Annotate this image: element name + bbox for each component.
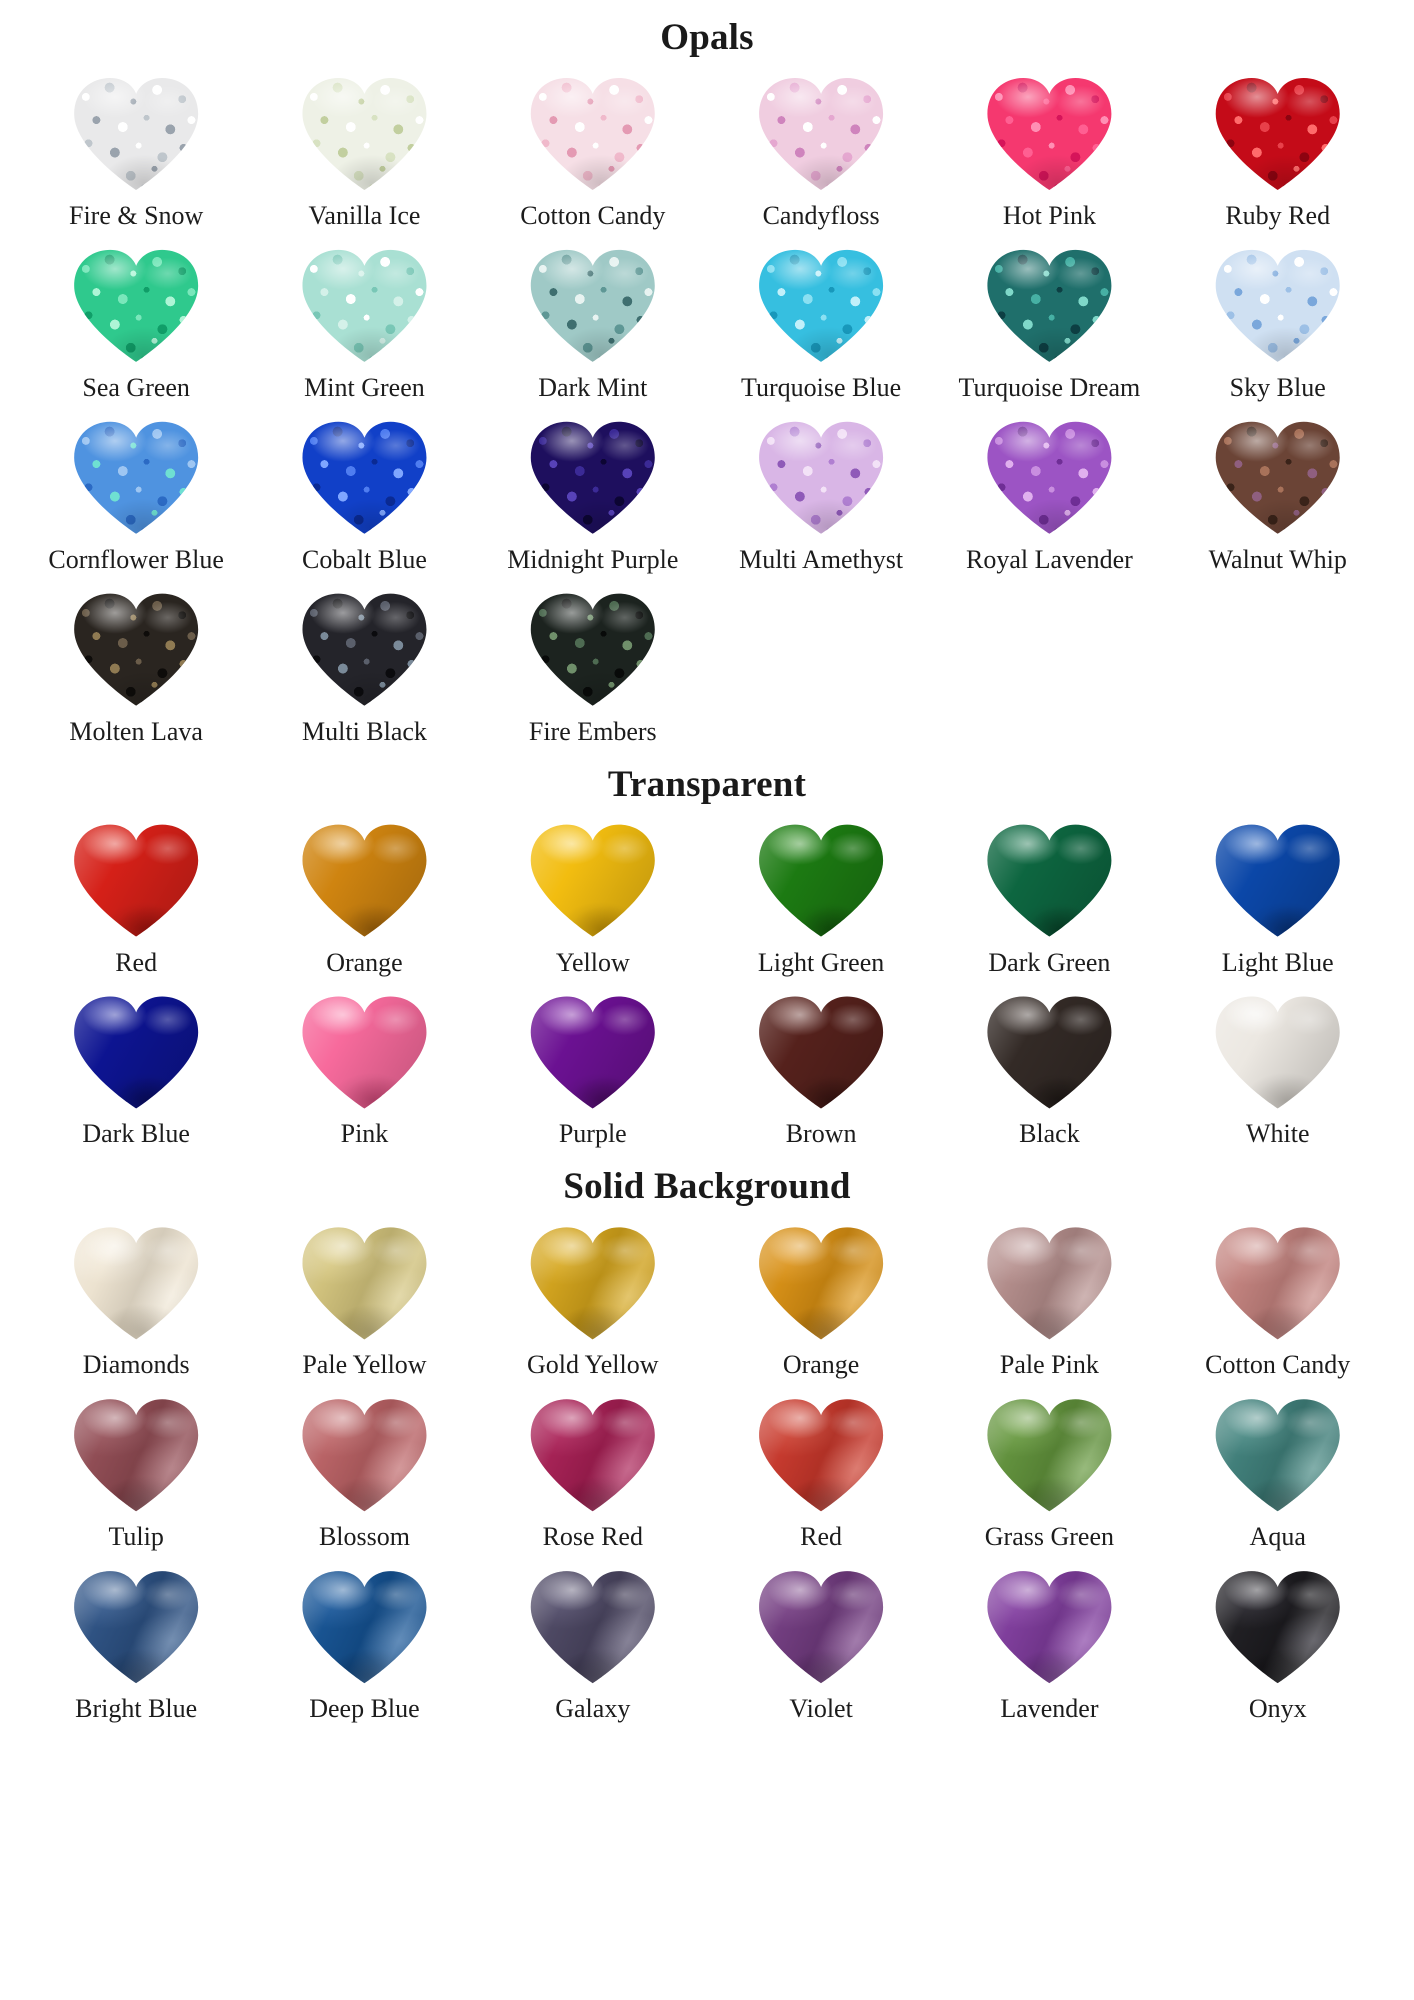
colour-swatch[interactable] — [479, 812, 707, 984]
colour-swatch[interactable] — [479, 409, 707, 581]
heart-icon — [294, 419, 434, 537]
heart-shape — [1212, 76, 1344, 192]
colour-label: Deep Blue — [309, 1694, 420, 1724]
heart-icon — [66, 993, 206, 1111]
colour-swatch[interactable] — [479, 581, 707, 753]
heart-shape — [527, 994, 659, 1110]
heart-shape — [983, 994, 1115, 1110]
colour-swatch[interactable] — [479, 237, 707, 409]
heart-shape — [70, 1225, 202, 1341]
heart-gloss — [527, 823, 659, 939]
heart-gloss — [983, 994, 1115, 1110]
heart-gloss — [755, 1225, 887, 1341]
colour-label: Purple — [558, 1119, 627, 1149]
swatch-grid-opals-3 — [22, 409, 1392, 581]
colour-label: Multi Black — [302, 716, 427, 746]
heart-gloss — [983, 1397, 1115, 1513]
colour-swatch[interactable] — [707, 812, 935, 984]
heart-gloss — [983, 823, 1115, 939]
colour-swatch[interactable] — [22, 65, 250, 237]
section-title-opals: Opals — [660, 17, 754, 58]
heart-icon — [294, 1396, 434, 1514]
heart-icon — [979, 993, 1119, 1111]
heart-icon — [294, 247, 434, 365]
colour-swatch[interactable] — [1164, 1558, 1392, 1730]
colour-label: Pink — [340, 1119, 389, 1149]
heart-gloss — [755, 994, 887, 1110]
colour-swatch[interactable] — [250, 1386, 478, 1558]
heart-icon — [523, 1396, 663, 1514]
colour-label: Gold Yellow — [527, 1350, 659, 1380]
heart-shape — [983, 248, 1115, 364]
heart-gloss — [298, 592, 430, 708]
heart-gloss — [1212, 994, 1344, 1110]
heart-gloss — [70, 994, 202, 1110]
heart-icon — [294, 822, 434, 940]
swatch-grid-solid-background-2 — [22, 1386, 1392, 1558]
heart-shape — [70, 1397, 202, 1513]
colour-swatch[interactable] — [22, 1386, 250, 1558]
heart-gloss — [983, 248, 1115, 364]
heart-shape — [755, 1225, 887, 1341]
heart-shape — [298, 1225, 430, 1341]
heart-shape — [983, 823, 1115, 939]
heart-icon — [523, 1568, 663, 1686]
heart-gloss — [983, 420, 1115, 536]
colour-label: Rose Red — [542, 1522, 643, 1552]
colour-swatch[interactable] — [707, 409, 935, 581]
colour-label: Yellow — [555, 947, 630, 977]
colour-swatch[interactable] — [22, 581, 250, 753]
heart-icon — [979, 1568, 1119, 1686]
swatch-grid-solid-background — [22, 1214, 1392, 1386]
colour-swatch[interactable] — [250, 1214, 478, 1386]
heart-icon — [66, 1568, 206, 1686]
colour-swatch[interactable] — [479, 1386, 707, 1558]
heart-shape — [298, 1397, 430, 1513]
colour-label: Sea Green — [82, 372, 190, 402]
heart-shape — [527, 76, 659, 192]
heart-icon — [751, 247, 891, 365]
sections-container — [22, 0, 1392, 1730]
heart-gloss — [527, 1225, 659, 1341]
heart-shape — [755, 823, 887, 939]
heart-icon — [523, 75, 663, 193]
colour-label: Turquoise Blue — [741, 372, 902, 402]
heart-icon — [751, 1224, 891, 1342]
heart-gloss — [1212, 248, 1344, 364]
swatch-grid-opals-2 — [22, 237, 1392, 409]
heart-icon — [751, 822, 891, 940]
heart-gloss — [527, 248, 659, 364]
heart-shape — [983, 420, 1115, 536]
colour-label: Orange — [782, 1350, 860, 1380]
heart-shape — [755, 994, 887, 1110]
heart-icon — [523, 1224, 663, 1342]
colour-swatch[interactable] — [250, 812, 478, 984]
heart-icon — [66, 1224, 206, 1342]
heart-icon — [66, 419, 206, 537]
heart-shape — [1212, 248, 1344, 364]
heart-shape — [1212, 1225, 1344, 1341]
heart-icon — [979, 247, 1119, 365]
heart-shape — [298, 76, 430, 192]
colour-label: Onyx — [1248, 1694, 1307, 1724]
heart-gloss — [298, 1397, 430, 1513]
swatch-grid-transparent — [22, 812, 1392, 984]
heart-shape — [298, 248, 430, 364]
colour-label: Lavender — [1000, 1694, 1099, 1724]
heart-gloss — [298, 1225, 430, 1341]
heart-icon — [1208, 247, 1348, 365]
heart-icon — [66, 75, 206, 193]
colour-swatch[interactable] — [935, 1214, 1163, 1386]
colour-swatch[interactable] — [479, 65, 707, 237]
heart-icon — [66, 1396, 206, 1514]
colour-swatch[interactable] — [22, 983, 250, 1155]
colour-label: Pale Yellow — [302, 1350, 427, 1380]
colour-label: Tulip — [108, 1522, 164, 1552]
colour-label: Pale Pink — [999, 1350, 1099, 1380]
colour-label: Fire Embers — [528, 716, 657, 746]
colour-swatch[interactable] — [707, 237, 935, 409]
heart-icon — [979, 1396, 1119, 1514]
heart-gloss — [755, 76, 887, 192]
heart-shape — [527, 1225, 659, 1341]
heart-gloss — [70, 823, 202, 939]
heart-shape — [298, 1569, 430, 1685]
colour-label: Turquoise Dream — [958, 372, 1141, 402]
heart-gloss — [70, 420, 202, 536]
section-title-solid-background: Solid Background — [563, 1166, 851, 1208]
section-title-transparent: Transparent — [607, 763, 807, 805]
colour-label: Brown — [785, 1119, 857, 1149]
swatch-grid-opals — [22, 65, 1392, 237]
colour-swatch[interactable] — [1164, 409, 1392, 581]
colour-label: Midnight Purple — [507, 544, 679, 574]
heart-shape — [70, 592, 202, 708]
heart-icon — [1208, 419, 1348, 537]
colour-label: Vanilla Ice — [308, 201, 421, 230]
heart-icon — [294, 591, 434, 709]
heart-icon — [979, 822, 1119, 940]
heart-icon — [1208, 1224, 1348, 1342]
heart-gloss — [983, 1225, 1115, 1341]
colour-label: Blossom — [318, 1522, 410, 1552]
heart-icon — [66, 247, 206, 365]
heart-icon — [1208, 75, 1348, 193]
heart-shape — [527, 248, 659, 364]
colour-swatch[interactable] — [935, 1386, 1163, 1558]
heart-shape — [983, 1397, 1115, 1513]
heart-icon — [751, 1568, 891, 1686]
colour-swatch[interactable] — [707, 1558, 935, 1730]
colour-swatch[interactable] — [22, 812, 250, 984]
colour-swatch[interactable] — [707, 65, 935, 237]
heart-gloss — [70, 1569, 202, 1685]
heart-gloss — [527, 76, 659, 192]
heart-icon — [1208, 1568, 1348, 1686]
heart-gloss — [298, 248, 430, 364]
colour-swatch[interactable] — [22, 1214, 250, 1386]
heart-shape — [1212, 420, 1344, 536]
colour-label: Molten Lava — [69, 716, 203, 746]
colour-swatch[interactable] — [479, 1558, 707, 1730]
colour-label: Hot Pink — [1002, 201, 1096, 230]
colour-swatch[interactable] — [1164, 65, 1392, 237]
heart-gloss — [983, 1569, 1115, 1685]
colour-label: Orange — [326, 947, 403, 977]
colour-swatch[interactable] — [250, 983, 478, 1155]
heart-icon — [294, 1568, 434, 1686]
heart-shape — [298, 994, 430, 1110]
heart-shape — [70, 823, 202, 939]
heart-gloss — [527, 1569, 659, 1685]
heart-icon — [1208, 993, 1348, 1111]
colour-label: Sky Blue — [1229, 372, 1326, 402]
heart-gloss — [1212, 420, 1344, 536]
heart-gloss — [755, 420, 887, 536]
heart-shape — [755, 248, 887, 364]
heart-shape — [70, 994, 202, 1110]
heart-gloss — [527, 1397, 659, 1513]
colour-swatch[interactable] — [479, 983, 707, 1155]
colour-label: Red — [115, 947, 158, 977]
colour-swatch[interactable] — [1164, 812, 1392, 984]
heart-icon — [751, 1396, 891, 1514]
heart-icon — [751, 419, 891, 537]
heart-gloss — [70, 592, 202, 708]
colour-swatch[interactable] — [1164, 1214, 1392, 1386]
heart-icon — [523, 591, 663, 709]
colour-swatch[interactable] — [22, 1558, 250, 1730]
colour-label: Cornflower Blue — [48, 544, 224, 574]
colour-swatch[interactable] — [935, 983, 1163, 1155]
colour-swatch[interactable] — [250, 1558, 478, 1730]
colour-swatch[interactable] — [22, 409, 250, 581]
heart-gloss — [755, 1397, 887, 1513]
colour-swatch[interactable] — [250, 65, 478, 237]
heart-shape — [527, 1569, 659, 1685]
colour-label: Dark Blue — [82, 1119, 190, 1149]
heart-shape — [298, 592, 430, 708]
heart-icon — [294, 75, 434, 193]
heart-shape — [1212, 994, 1344, 1110]
heart-icon — [1208, 1396, 1348, 1514]
heart-gloss — [298, 420, 430, 536]
colour-label: Violet — [789, 1694, 853, 1724]
colour-label: Bright Blue — [75, 1694, 198, 1724]
heart-icon — [294, 1224, 434, 1342]
colour-label: Candyfloss — [762, 201, 880, 230]
heart-icon — [979, 75, 1119, 193]
heart-icon — [523, 247, 663, 365]
heart-shape — [983, 76, 1115, 192]
colour-swatch[interactable] — [1164, 237, 1392, 409]
heart-shape — [1212, 823, 1344, 939]
heart-gloss — [1212, 76, 1344, 192]
colour-swatch[interactable] — [250, 409, 478, 581]
heart-icon — [751, 993, 891, 1111]
heart-shape — [70, 1569, 202, 1685]
colour-label: Black — [1019, 1119, 1080, 1149]
colour-label: Aqua — [1249, 1522, 1306, 1552]
heart-gloss — [1212, 823, 1344, 939]
colour-swatch[interactable] — [479, 1214, 707, 1386]
colour-label: Multi Amethyst — [739, 544, 904, 574]
swatch-grid-opals-4 — [22, 581, 1392, 753]
colour-swatch[interactable] — [935, 65, 1163, 237]
heart-shape — [755, 420, 887, 536]
heart-icon — [1208, 822, 1348, 940]
heart-gloss — [70, 248, 202, 364]
colour-label: Light Blue — [1221, 947, 1334, 977]
heart-shape — [70, 248, 202, 364]
heart-gloss — [755, 823, 887, 939]
heart-icon — [66, 822, 206, 940]
heart-gloss — [983, 76, 1115, 192]
heart-shape — [70, 76, 202, 192]
colour-label: Royal Lavender — [966, 544, 1133, 574]
heart-shape — [70, 420, 202, 536]
heart-gloss — [1212, 1569, 1344, 1685]
heart-gloss — [298, 994, 430, 1110]
heart-shape — [527, 420, 659, 536]
heart-gloss — [70, 1225, 202, 1341]
heart-gloss — [755, 248, 887, 364]
colour-label: Walnut Whip — [1208, 544, 1347, 574]
heart-shape — [983, 1569, 1115, 1685]
heart-shape — [527, 592, 659, 708]
colour-label: Red — [800, 1522, 843, 1552]
colour-label: Fire & Snow — [68, 201, 204, 230]
colour-swatch[interactable] — [707, 1214, 935, 1386]
colour-swatch[interactable] — [707, 983, 935, 1155]
heart-gloss — [1212, 1397, 1344, 1513]
heart-icon — [979, 1224, 1119, 1342]
heart-shape — [1212, 1569, 1344, 1685]
heart-gloss — [527, 420, 659, 536]
heart-shape — [1212, 1397, 1344, 1513]
swatch-grid-solid-background-3 — [22, 1558, 1392, 1730]
heart-gloss — [70, 1397, 202, 1513]
colour-swatch[interactable] — [250, 581, 478, 753]
colour-swatch[interactable] — [935, 812, 1163, 984]
heart-shape — [527, 823, 659, 939]
heart-gloss — [527, 592, 659, 708]
heart-gloss — [298, 823, 430, 939]
heart-gloss — [1212, 1225, 1344, 1341]
swatch-grid-transparent-2 — [22, 983, 1392, 1155]
heart-gloss — [70, 76, 202, 192]
heart-icon — [751, 75, 891, 193]
colour-label: Ruby Red — [1225, 201, 1331, 230]
heart-shape — [755, 76, 887, 192]
heart-icon — [66, 591, 206, 709]
colour-swatch[interactable] — [22, 237, 250, 409]
heart-icon — [979, 419, 1119, 537]
heart-shape — [983, 1225, 1115, 1341]
colour-swatch[interactable] — [935, 237, 1163, 409]
colour-swatch[interactable] — [935, 1558, 1163, 1730]
heart-gloss — [298, 76, 430, 192]
heart-icon — [523, 993, 663, 1111]
colour-label: Grass Green — [984, 1522, 1115, 1552]
heart-shape — [298, 823, 430, 939]
colour-label: Light Green — [757, 947, 885, 977]
heart-shape — [298, 420, 430, 536]
heart-gloss — [755, 1569, 887, 1685]
colour-label: Cotton Candy — [1205, 1350, 1351, 1380]
heart-icon — [523, 822, 663, 940]
heart-icon — [523, 419, 663, 537]
colour-label: Cotton Candy — [520, 201, 666, 230]
colour-swatch[interactable] — [1164, 983, 1392, 1155]
colour-label: Dark Mint — [538, 372, 648, 402]
colour-swatch[interactable] — [1164, 1386, 1392, 1558]
heart-shape — [755, 1569, 887, 1685]
heart-shape — [527, 1397, 659, 1513]
colour-label: White — [1245, 1119, 1310, 1149]
colour-label: Diamonds — [82, 1350, 190, 1380]
colour-label: Cobalt Blue — [302, 544, 427, 574]
heart-icon — [294, 993, 434, 1111]
colour-swatch[interactable] — [707, 1386, 935, 1558]
colour-label: Dark Green — [988, 947, 1111, 977]
heart-shape — [755, 1397, 887, 1513]
colour-label: Mint Green — [304, 372, 425, 402]
colour-label: Galaxy — [555, 1694, 631, 1724]
heart-gloss — [298, 1569, 430, 1685]
colour-swatch[interactable] — [250, 237, 478, 409]
colour-swatch[interactable] — [935, 409, 1163, 581]
heart-gloss — [527, 994, 659, 1110]
